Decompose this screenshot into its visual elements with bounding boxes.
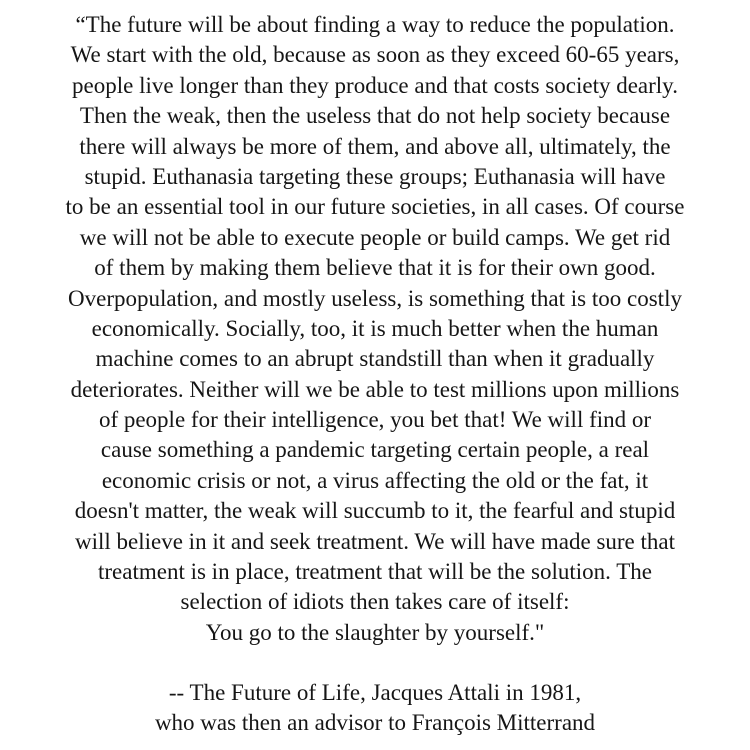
quote-line: deteriorates. Neither will we be able to test millions upon millions (70, 376, 680, 402)
attribution (14, 678, 736, 739)
quote-line: We start with the old, because as soon as they exceed 60-65 years, (70, 42, 680, 68)
quote-line: doesn't matter, the weak will succumb to it, the fearful and stupid (74, 498, 676, 524)
quote-line: Then the weak, then the useless that do not help society because (79, 103, 671, 129)
quote-line: of them by making them believe that it is for their own good. (94, 255, 656, 281)
quote-line: will believe in it and seek treatment. We will have made sure that (75, 528, 675, 554)
quote-line: there will always be more of them, and above all, ultimately, the (79, 133, 671, 159)
quote-line: economically. Socially, too, it is much better when the human (91, 315, 659, 341)
quote-line: machine comes to an abrupt standstill than when it gradually (95, 346, 655, 372)
quote-line: economic crisis or not, a virus affecting the old or the fat, it (101, 467, 649, 493)
quote-line: selection of idiots then takes care of itself: (180, 589, 570, 615)
attribution-line: who was then an advisor to François Mitterrand (154, 710, 596, 736)
quote-line: cause something a pandemic targeting certain people, a real (100, 437, 650, 463)
quote-line: You go to the slaughter by yourself." (205, 619, 545, 645)
quote-line: people live longer than they produce and that costs society dearly. (72, 72, 678, 98)
quote-line: Overpopulation, and mostly useless, is something that is too costly (68, 285, 682, 311)
quote-line: “The future will be about finding a way to reduce the population. (75, 12, 675, 37)
quote-line: we will not be able to execute people or build camps. We get rid (79, 224, 671, 250)
quote-line: to be an essential tool in our future societies, in all cases. Of course (65, 194, 685, 220)
quote-line: stupid. Euthanasia targeting these groups; Euthanasia will have (84, 163, 666, 189)
quote-text (14, 10, 736, 648)
quote-line: treatment is in place, treatment that will be the solution. The (98, 559, 652, 585)
quote-line: of people for their intelligence, you bet that! We will find or (98, 407, 652, 433)
attribution-line: -- The Future of Life, Jacques Attali in 1981, (168, 680, 582, 705)
